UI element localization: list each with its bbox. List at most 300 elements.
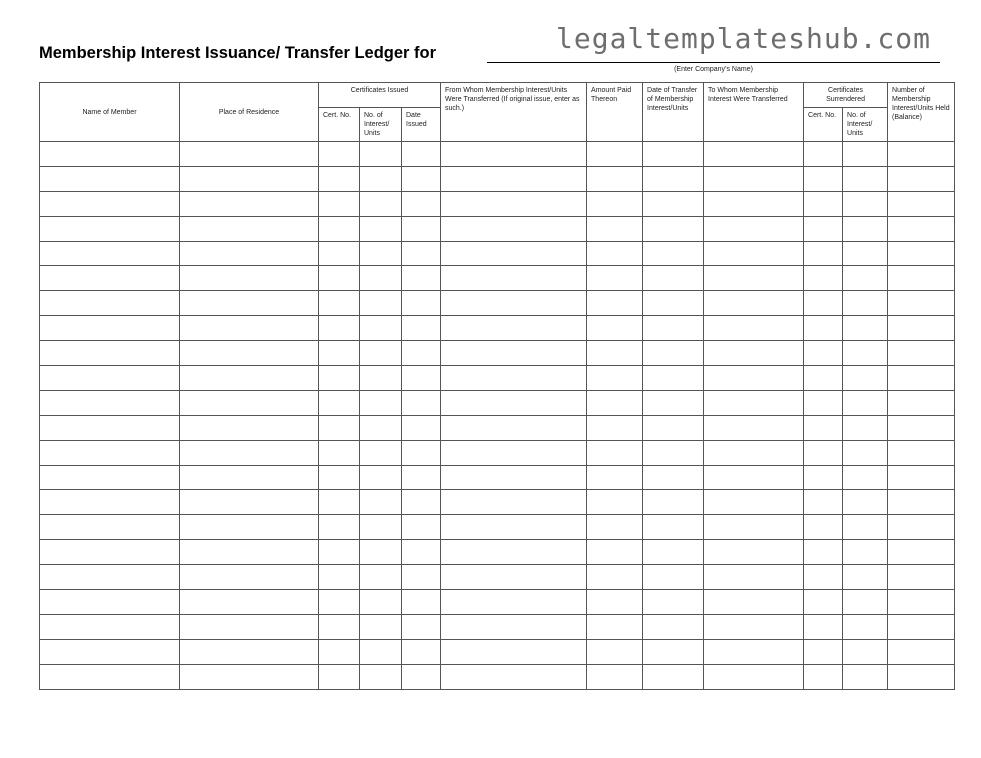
cell-surrendered-cert-no[interactable] bbox=[804, 639, 843, 664]
cell-balance[interactable] bbox=[888, 490, 955, 515]
cell-surrendered-no-of-interest-units[interactable] bbox=[843, 241, 888, 266]
cell-amount-paid[interactable] bbox=[587, 664, 643, 689]
table-row bbox=[40, 614, 955, 639]
cell-to-whom[interactable] bbox=[704, 216, 804, 241]
cell-no-of-interest-units[interactable] bbox=[360, 490, 402, 515]
cell-amount-paid[interactable] bbox=[587, 440, 643, 465]
header-amount-paid: Amount Paid Thereon bbox=[587, 83, 643, 142]
cell-date-of-transfer[interactable] bbox=[643, 415, 704, 440]
cell-surrendered-cert-no[interactable] bbox=[804, 142, 843, 167]
cell-name-of-member[interactable] bbox=[40, 490, 180, 515]
cell-from-whom[interactable] bbox=[441, 590, 587, 615]
cell-date-issued[interactable] bbox=[402, 390, 441, 415]
table-row bbox=[40, 490, 955, 515]
cell-date-of-transfer[interactable] bbox=[643, 291, 704, 316]
cell-place-of-residence[interactable] bbox=[180, 241, 319, 266]
cell-to-whom[interactable] bbox=[704, 366, 804, 391]
cell-name-of-member[interactable] bbox=[40, 515, 180, 540]
cell-surrendered-no-of-interest-units[interactable] bbox=[843, 664, 888, 689]
cell-to-whom[interactable] bbox=[704, 440, 804, 465]
cell-place-of-residence[interactable] bbox=[180, 366, 319, 391]
cell-to-whom[interactable] bbox=[704, 664, 804, 689]
cell-from-whom[interactable] bbox=[441, 291, 587, 316]
cell-amount-paid[interactable] bbox=[587, 366, 643, 391]
cell-place-of-residence[interactable] bbox=[180, 191, 319, 216]
cell-surrendered-no-of-interest-units[interactable] bbox=[843, 341, 888, 366]
cell-from-whom[interactable] bbox=[441, 440, 587, 465]
cell-from-whom[interactable] bbox=[441, 565, 587, 590]
cell-from-whom[interactable] bbox=[441, 515, 587, 540]
cell-place-of-residence[interactable] bbox=[180, 540, 319, 565]
cell-no-of-interest-units[interactable] bbox=[360, 565, 402, 590]
cell-balance[interactable] bbox=[888, 540, 955, 565]
cell-date-issued[interactable] bbox=[402, 490, 441, 515]
cell-amount-paid[interactable] bbox=[587, 490, 643, 515]
cell-surrendered-no-of-interest-units[interactable] bbox=[843, 316, 888, 341]
cell-surrendered-no-of-interest-units[interactable] bbox=[843, 565, 888, 590]
cell-date-issued[interactable] bbox=[402, 565, 441, 590]
cell-surrendered-cert-no[interactable] bbox=[804, 515, 843, 540]
cell-place-of-residence[interactable] bbox=[180, 166, 319, 191]
cell-surrendered-cert-no[interactable] bbox=[804, 341, 843, 366]
cell-to-whom[interactable] bbox=[704, 490, 804, 515]
cell-cert-no[interactable] bbox=[319, 291, 360, 316]
table-row bbox=[40, 291, 955, 316]
cell-date-of-transfer[interactable] bbox=[643, 216, 704, 241]
cell-amount-paid[interactable] bbox=[587, 614, 643, 639]
cell-name-of-member[interactable] bbox=[40, 590, 180, 615]
cell-place-of-residence[interactable] bbox=[180, 465, 319, 490]
cell-cert-no[interactable] bbox=[319, 515, 360, 540]
cell-cert-no[interactable] bbox=[319, 191, 360, 216]
cell-place-of-residence[interactable] bbox=[180, 266, 319, 291]
cell-to-whom[interactable] bbox=[704, 166, 804, 191]
cell-surrendered-cert-no[interactable] bbox=[804, 366, 843, 391]
header-to-whom: To Whom Membership Interest Were Transferred bbox=[704, 83, 804, 142]
header-surrendered-cert-no: Cert. No. bbox=[804, 108, 843, 142]
cell-date-issued[interactable] bbox=[402, 191, 441, 216]
table-row bbox=[40, 590, 955, 615]
cell-name-of-member[interactable] bbox=[40, 216, 180, 241]
cell-date-issued[interactable] bbox=[402, 341, 441, 366]
cell-no-of-interest-units[interactable] bbox=[360, 465, 402, 490]
cell-cert-no[interactable] bbox=[319, 390, 360, 415]
cell-name-of-member[interactable] bbox=[40, 341, 180, 366]
cell-to-whom[interactable] bbox=[704, 415, 804, 440]
header-date-of-transfer: Date of Transfer of Membership Interest/Units bbox=[643, 83, 704, 142]
cell-from-whom[interactable] bbox=[441, 316, 587, 341]
cell-surrendered-cert-no[interactable] bbox=[804, 241, 843, 266]
cell-amount-paid[interactable] bbox=[587, 266, 643, 291]
cell-balance[interactable] bbox=[888, 465, 955, 490]
cell-no-of-interest-units[interactable] bbox=[360, 639, 402, 664]
cell-date-issued[interactable] bbox=[402, 216, 441, 241]
cell-amount-paid[interactable] bbox=[587, 316, 643, 341]
cell-to-whom[interactable] bbox=[704, 316, 804, 341]
cell-to-whom[interactable] bbox=[704, 614, 804, 639]
cell-balance[interactable] bbox=[888, 515, 955, 540]
cell-cert-no[interactable] bbox=[319, 341, 360, 366]
cell-place-of-residence[interactable] bbox=[180, 440, 319, 465]
cell-cert-no[interactable] bbox=[319, 316, 360, 341]
cell-balance[interactable] bbox=[888, 639, 955, 664]
cell-no-of-interest-units[interactable] bbox=[360, 316, 402, 341]
cell-date-issued[interactable] bbox=[402, 664, 441, 689]
cell-no-of-interest-units[interactable] bbox=[360, 142, 402, 167]
cell-date-of-transfer[interactable] bbox=[643, 390, 704, 415]
cell-no-of-interest-units[interactable] bbox=[360, 664, 402, 689]
cell-surrendered-cert-no[interactable] bbox=[804, 664, 843, 689]
table-row bbox=[40, 216, 955, 241]
cell-balance[interactable] bbox=[888, 341, 955, 366]
cell-date-of-transfer[interactable] bbox=[643, 490, 704, 515]
cell-date-issued[interactable] bbox=[402, 266, 441, 291]
cell-place-of-residence[interactable] bbox=[180, 316, 319, 341]
cell-surrendered-no-of-interest-units[interactable] bbox=[843, 490, 888, 515]
cell-amount-paid[interactable] bbox=[587, 565, 643, 590]
table-row bbox=[40, 664, 955, 689]
cell-place-of-residence[interactable] bbox=[180, 390, 319, 415]
cell-amount-paid[interactable] bbox=[587, 341, 643, 366]
table-row bbox=[40, 366, 955, 391]
cell-cert-no[interactable] bbox=[319, 216, 360, 241]
cell-date-of-transfer[interactable] bbox=[643, 515, 704, 540]
table-row bbox=[40, 540, 955, 565]
cell-name-of-member[interactable] bbox=[40, 142, 180, 167]
ledger-table bbox=[39, 82, 955, 690]
cell-from-whom[interactable] bbox=[441, 415, 587, 440]
cell-date-of-transfer[interactable] bbox=[643, 614, 704, 639]
cell-name-of-member[interactable] bbox=[40, 540, 180, 565]
cell-place-of-residence[interactable] bbox=[180, 291, 319, 316]
cell-balance[interactable] bbox=[888, 166, 955, 191]
header-place-of-residence: Place of Residence bbox=[180, 83, 319, 142]
cell-date-of-transfer[interactable] bbox=[643, 266, 704, 291]
cell-from-whom[interactable] bbox=[441, 366, 587, 391]
cell-surrendered-cert-no[interactable] bbox=[804, 565, 843, 590]
cell-balance[interactable] bbox=[888, 216, 955, 241]
cell-place-of-residence[interactable] bbox=[180, 515, 319, 540]
table-row bbox=[40, 241, 955, 266]
cell-place-of-residence[interactable] bbox=[180, 490, 319, 515]
cell-surrendered-no-of-interest-units[interactable] bbox=[843, 366, 888, 391]
cell-place-of-residence[interactable] bbox=[180, 565, 319, 590]
cell-amount-paid[interactable] bbox=[587, 166, 643, 191]
header-certificates-surrendered: Certificates Surrendered bbox=[804, 83, 888, 108]
cell-from-whom[interactable] bbox=[441, 490, 587, 515]
cell-amount-paid[interactable] bbox=[587, 515, 643, 540]
table-row bbox=[40, 515, 955, 540]
header-surrendered-no-of-interest-units: No. of Interest/ Units bbox=[843, 108, 888, 142]
cell-surrendered-no-of-interest-units[interactable] bbox=[843, 291, 888, 316]
cell-amount-paid[interactable] bbox=[587, 390, 643, 415]
cell-balance[interactable] bbox=[888, 664, 955, 689]
cell-date-of-transfer[interactable] bbox=[643, 241, 704, 266]
cell-no-of-interest-units[interactable] bbox=[360, 540, 402, 565]
header-from-whom: From Whom Membership Interest/Units Were Transferred (If original issue, enter as such.) bbox=[441, 83, 587, 142]
cell-from-whom[interactable] bbox=[441, 341, 587, 366]
cell-date-issued[interactable] bbox=[402, 291, 441, 316]
cell-balance[interactable] bbox=[888, 614, 955, 639]
cell-to-whom[interactable] bbox=[704, 142, 804, 167]
cell-place-of-residence[interactable] bbox=[180, 341, 319, 366]
cell-surrendered-no-of-interest-units[interactable] bbox=[843, 266, 888, 291]
cell-date-issued[interactable] bbox=[402, 142, 441, 167]
cell-name-of-member[interactable] bbox=[40, 415, 180, 440]
cell-date-issued[interactable] bbox=[402, 590, 441, 615]
cell-surrendered-cert-no[interactable] bbox=[804, 166, 843, 191]
cell-cert-no[interactable] bbox=[319, 590, 360, 615]
cell-date-of-transfer[interactable] bbox=[643, 142, 704, 167]
cell-surrendered-no-of-interest-units[interactable] bbox=[843, 540, 888, 565]
cell-date-issued[interactable] bbox=[402, 366, 441, 391]
cell-date-issued[interactable] bbox=[402, 166, 441, 191]
cell-cert-no[interactable] bbox=[319, 614, 360, 639]
cell-cert-no[interactable] bbox=[319, 565, 360, 590]
cell-balance[interactable] bbox=[888, 390, 955, 415]
cell-name-of-member[interactable] bbox=[40, 266, 180, 291]
cell-cert-no[interactable] bbox=[319, 639, 360, 664]
cell-surrendered-cert-no[interactable] bbox=[804, 266, 843, 291]
cell-surrendered-no-of-interest-units[interactable] bbox=[843, 515, 888, 540]
cell-place-of-residence[interactable] bbox=[180, 614, 319, 639]
cell-from-whom[interactable] bbox=[441, 540, 587, 565]
cell-from-whom[interactable] bbox=[441, 166, 587, 191]
cell-surrendered-no-of-interest-units[interactable] bbox=[843, 142, 888, 167]
cell-place-of-residence[interactable] bbox=[180, 216, 319, 241]
cell-surrendered-cert-no[interactable] bbox=[804, 291, 843, 316]
cell-date-issued[interactable] bbox=[402, 440, 441, 465]
cell-to-whom[interactable] bbox=[704, 465, 804, 490]
cell-no-of-interest-units[interactable] bbox=[360, 191, 402, 216]
cell-cert-no[interactable] bbox=[319, 664, 360, 689]
cell-balance[interactable] bbox=[888, 266, 955, 291]
cell-place-of-residence[interactable] bbox=[180, 639, 319, 664]
cell-surrendered-no-of-interest-units[interactable] bbox=[843, 639, 888, 664]
cell-cert-no[interactable] bbox=[319, 241, 360, 266]
cell-name-of-member[interactable] bbox=[40, 241, 180, 266]
cell-to-whom[interactable] bbox=[704, 291, 804, 316]
cell-no-of-interest-units[interactable] bbox=[360, 515, 402, 540]
cell-surrendered-no-of-interest-units[interactable] bbox=[843, 590, 888, 615]
cell-date-of-transfer[interactable] bbox=[643, 565, 704, 590]
cell-amount-paid[interactable] bbox=[587, 590, 643, 615]
cell-name-of-member[interactable] bbox=[40, 664, 180, 689]
cell-name-of-member[interactable] bbox=[40, 465, 180, 490]
cell-from-whom[interactable] bbox=[441, 241, 587, 266]
cell-no-of-interest-units[interactable] bbox=[360, 390, 402, 415]
cell-from-whom[interactable] bbox=[441, 142, 587, 167]
header-name-of-member: Name of Member bbox=[40, 83, 180, 142]
cell-no-of-interest-units[interactable] bbox=[360, 166, 402, 191]
cell-date-of-transfer[interactable] bbox=[643, 664, 704, 689]
cell-cert-no[interactable] bbox=[319, 166, 360, 191]
cell-balance[interactable] bbox=[888, 316, 955, 341]
cell-name-of-member[interactable] bbox=[40, 440, 180, 465]
cell-no-of-interest-units[interactable] bbox=[360, 291, 402, 316]
cell-no-of-interest-units[interactable] bbox=[360, 440, 402, 465]
cell-to-whom[interactable] bbox=[704, 515, 804, 540]
cell-no-of-interest-units[interactable] bbox=[360, 216, 402, 241]
header-balance: Number of Membership Interest/Units Held (Balance) bbox=[888, 83, 955, 142]
cell-surrendered-no-of-interest-units[interactable] bbox=[843, 166, 888, 191]
cell-surrendered-cert-no[interactable] bbox=[804, 465, 843, 490]
cell-cert-no[interactable] bbox=[319, 415, 360, 440]
cell-from-whom[interactable] bbox=[441, 266, 587, 291]
cell-amount-paid[interactable] bbox=[587, 291, 643, 316]
cell-surrendered-no-of-interest-units[interactable] bbox=[843, 465, 888, 490]
cell-balance[interactable] bbox=[888, 291, 955, 316]
cell-amount-paid[interactable] bbox=[587, 415, 643, 440]
cell-amount-paid[interactable] bbox=[587, 465, 643, 490]
cell-no-of-interest-units[interactable] bbox=[360, 341, 402, 366]
cell-from-whom[interactable] bbox=[441, 614, 587, 639]
cell-from-whom[interactable] bbox=[441, 639, 587, 664]
cell-date-of-transfer[interactable] bbox=[643, 440, 704, 465]
cell-amount-paid[interactable] bbox=[587, 142, 643, 167]
header-cert-no: Cert. No. bbox=[319, 108, 360, 142]
cell-date-of-transfer[interactable] bbox=[643, 465, 704, 490]
cell-date-issued[interactable] bbox=[402, 241, 441, 266]
cell-date-issued[interactable] bbox=[402, 639, 441, 664]
cell-surrendered-cert-no[interactable] bbox=[804, 614, 843, 639]
cell-date-issued[interactable] bbox=[402, 316, 441, 341]
cell-amount-paid[interactable] bbox=[587, 241, 643, 266]
cell-place-of-residence[interactable] bbox=[180, 664, 319, 689]
table-row bbox=[40, 465, 955, 490]
cell-place-of-residence[interactable] bbox=[180, 415, 319, 440]
cell-place-of-residence[interactable] bbox=[180, 142, 319, 167]
cell-date-of-transfer[interactable] bbox=[643, 590, 704, 615]
cell-date-issued[interactable] bbox=[402, 515, 441, 540]
cell-cert-no[interactable] bbox=[319, 440, 360, 465]
header-certificates-issued: Certificates Issued bbox=[319, 83, 441, 108]
table-row bbox=[40, 142, 955, 167]
cell-place-of-residence[interactable] bbox=[180, 590, 319, 615]
cell-surrendered-no-of-interest-units[interactable] bbox=[843, 191, 888, 216]
cell-from-whom[interactable] bbox=[441, 216, 587, 241]
cell-surrendered-no-of-interest-units[interactable] bbox=[843, 440, 888, 465]
cell-cert-no[interactable] bbox=[319, 142, 360, 167]
header-no-of-interest-units: No. of Interest/ Units bbox=[360, 108, 402, 142]
cell-name-of-member[interactable] bbox=[40, 366, 180, 391]
cell-date-of-transfer[interactable] bbox=[643, 341, 704, 366]
cell-date-issued[interactable] bbox=[402, 540, 441, 565]
cell-name-of-member[interactable] bbox=[40, 639, 180, 664]
page-title: Membership Interest Issuance/ Transfer Ledger for bbox=[39, 44, 437, 62]
cell-name-of-member[interactable] bbox=[40, 166, 180, 191]
table-row bbox=[40, 639, 955, 664]
cell-amount-paid[interactable] bbox=[587, 540, 643, 565]
cell-to-whom[interactable] bbox=[704, 266, 804, 291]
cell-balance[interactable] bbox=[888, 440, 955, 465]
cell-to-whom[interactable] bbox=[704, 191, 804, 216]
cell-surrendered-cert-no[interactable] bbox=[804, 415, 843, 440]
cell-no-of-interest-units[interactable] bbox=[360, 366, 402, 391]
cell-no-of-interest-units[interactable] bbox=[360, 614, 402, 639]
cell-cert-no[interactable] bbox=[319, 540, 360, 565]
cell-surrendered-cert-no[interactable] bbox=[804, 316, 843, 341]
cell-from-whom[interactable] bbox=[441, 390, 587, 415]
company-name-line[interactable] bbox=[487, 62, 940, 63]
cell-amount-paid[interactable] bbox=[587, 191, 643, 216]
cell-to-whom[interactable] bbox=[704, 241, 804, 266]
cell-balance[interactable] bbox=[888, 415, 955, 440]
cell-surrendered-no-of-interest-units[interactable] bbox=[843, 216, 888, 241]
cell-date-issued[interactable] bbox=[402, 415, 441, 440]
cell-to-whom[interactable] bbox=[704, 565, 804, 590]
cell-name-of-member[interactable] bbox=[40, 614, 180, 639]
cell-balance[interactable] bbox=[888, 590, 955, 615]
cell-to-whom[interactable] bbox=[704, 390, 804, 415]
cell-date-of-transfer[interactable] bbox=[643, 316, 704, 341]
cell-balance[interactable] bbox=[888, 366, 955, 391]
cell-surrendered-cert-no[interactable] bbox=[804, 440, 843, 465]
cell-surrendered-cert-no[interactable] bbox=[804, 590, 843, 615]
table-row bbox=[40, 166, 955, 191]
cell-to-whom[interactable] bbox=[704, 590, 804, 615]
cell-name-of-member[interactable] bbox=[40, 291, 180, 316]
cell-no-of-interest-units[interactable] bbox=[360, 590, 402, 615]
cell-from-whom[interactable] bbox=[441, 191, 587, 216]
cell-to-whom[interactable] bbox=[704, 540, 804, 565]
cell-surrendered-cert-no[interactable] bbox=[804, 216, 843, 241]
table-row bbox=[40, 266, 955, 291]
cell-no-of-interest-units[interactable] bbox=[360, 241, 402, 266]
cell-name-of-member[interactable] bbox=[40, 316, 180, 341]
cell-surrendered-cert-no[interactable] bbox=[804, 390, 843, 415]
cell-surrendered-no-of-interest-units[interactable] bbox=[843, 415, 888, 440]
cell-surrendered-cert-no[interactable] bbox=[804, 490, 843, 515]
cell-name-of-member[interactable] bbox=[40, 191, 180, 216]
cell-surrendered-no-of-interest-units[interactable] bbox=[843, 614, 888, 639]
table-row bbox=[40, 191, 955, 216]
cell-amount-paid[interactable] bbox=[587, 639, 643, 664]
cell-to-whom[interactable] bbox=[704, 639, 804, 664]
cell-no-of-interest-units[interactable] bbox=[360, 266, 402, 291]
watermark: legaltemplateshub.com bbox=[556, 22, 932, 55]
cell-amount-paid[interactable] bbox=[587, 216, 643, 241]
cell-date-issued[interactable] bbox=[402, 465, 441, 490]
cell-balance[interactable] bbox=[888, 142, 955, 167]
cell-name-of-member[interactable] bbox=[40, 565, 180, 590]
cell-date-of-transfer[interactable] bbox=[643, 366, 704, 391]
cell-balance[interactable] bbox=[888, 241, 955, 266]
cell-cert-no[interactable] bbox=[319, 465, 360, 490]
cell-to-whom[interactable] bbox=[704, 341, 804, 366]
cell-no-of-interest-units[interactable] bbox=[360, 415, 402, 440]
cell-date-of-transfer[interactable] bbox=[643, 540, 704, 565]
table-row bbox=[40, 440, 955, 465]
cell-balance[interactable] bbox=[888, 565, 955, 590]
cell-date-of-transfer[interactable] bbox=[643, 166, 704, 191]
cell-cert-no[interactable] bbox=[319, 490, 360, 515]
cell-from-whom[interactable] bbox=[441, 664, 587, 689]
cell-surrendered-cert-no[interactable] bbox=[804, 540, 843, 565]
cell-cert-no[interactable] bbox=[319, 266, 360, 291]
table-row bbox=[40, 390, 955, 415]
table-row bbox=[40, 415, 955, 440]
cell-date-of-transfer[interactable] bbox=[643, 191, 704, 216]
cell-surrendered-no-of-interest-units[interactable] bbox=[843, 390, 888, 415]
cell-surrendered-cert-no[interactable] bbox=[804, 191, 843, 216]
cell-date-issued[interactable] bbox=[402, 614, 441, 639]
cell-balance[interactable] bbox=[888, 191, 955, 216]
cell-cert-no[interactable] bbox=[319, 366, 360, 391]
cell-date-of-transfer[interactable] bbox=[643, 639, 704, 664]
cell-from-whom[interactable] bbox=[441, 465, 587, 490]
cell-name-of-member[interactable] bbox=[40, 390, 180, 415]
